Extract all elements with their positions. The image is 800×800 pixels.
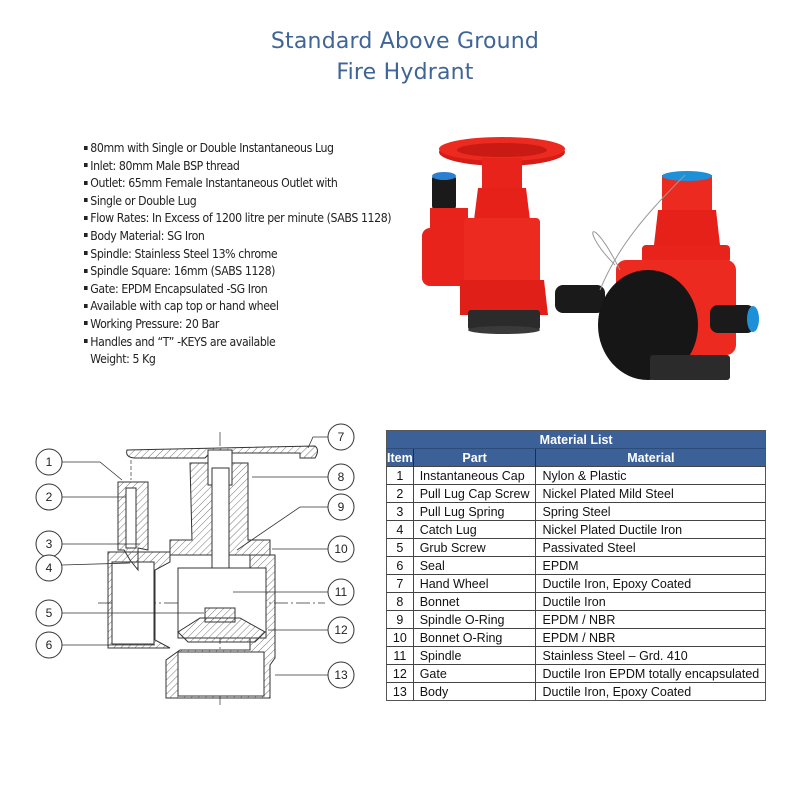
svg-text:9: 9 [337, 500, 345, 514]
table-row [387, 665, 766, 683]
callout-9 [328, 494, 354, 520]
callout-2 [36, 484, 62, 510]
cell-material: Spring Steel [536, 503, 766, 521]
cell-item: 6 [387, 557, 414, 575]
callout-10 [328, 536, 354, 562]
table-row [387, 683, 766, 701]
hydrant-photo [420, 120, 765, 390]
cell-part: Hand Wheel [413, 575, 536, 593]
cell-material: Ductile Iron [536, 593, 766, 611]
cell-item: 13 [387, 683, 414, 701]
spec-item: Working Pressure: 20 Bar [84, 316, 390, 334]
cell-item: 4 [387, 521, 414, 539]
svg-text:2: 2 [45, 490, 53, 504]
bullet-icon [84, 198, 88, 202]
table-caption: Material List [387, 431, 766, 449]
column-header-part: Part [413, 449, 536, 467]
svg-text:10: 10 [334, 542, 348, 556]
callout-13 [328, 662, 354, 688]
svg-text:1: 1 [45, 455, 53, 469]
cell-material: Stainless Steel – Grd. 410 [536, 647, 766, 665]
spec-item-weight: Weight: 5 Kg [90, 352, 156, 367]
callout-1 [36, 449, 62, 475]
callout-4 [36, 555, 62, 581]
cell-part: Spindle [413, 647, 536, 665]
cell-item: 2 [387, 485, 414, 503]
svg-text:13: 13 [334, 668, 348, 682]
material-list-table [386, 430, 766, 701]
column-header-material: Material [536, 449, 766, 467]
cell-part: Spindle O-Ring [413, 611, 536, 629]
svg-text:11: 11 [334, 585, 348, 599]
table-row [387, 503, 766, 521]
cell-part: Bonnet [413, 593, 536, 611]
bullet-icon [84, 339, 88, 343]
cell-material: Nickel Plated Ductile Iron [536, 521, 766, 539]
cell-part: Bonnet O-Ring [413, 629, 536, 647]
cell-part: Instantaneous Cap [413, 467, 536, 485]
cell-part: Pull Lug Cap Screw [413, 485, 536, 503]
spec-item: Gate: EPDM Encapsulated -SG Iron [84, 281, 390, 299]
cell-part: Body [413, 683, 536, 701]
cell-material: EPDM / NBR [536, 629, 766, 647]
spec-item: Flow Rates: In Excess of 1200 litre per minute (SABS 1128) [84, 210, 390, 228]
cell-item: 5 [387, 539, 414, 557]
bullet-icon [84, 286, 88, 290]
cell-material: EPDM [536, 557, 766, 575]
spec-item: Inlet: 80mm Male BSP thread [84, 158, 390, 176]
cell-material: EPDM / NBR [536, 611, 766, 629]
cell-part: Grub Screw [413, 539, 536, 557]
table-row [387, 629, 766, 647]
cell-item: 12 [387, 665, 414, 683]
cell-item: 1 [387, 467, 414, 485]
cell-material: Ductile Iron, Epoxy Coated [536, 683, 766, 701]
cell-material: Nylon & Plastic [536, 467, 766, 485]
svg-text:6: 6 [45, 638, 53, 652]
spec-item: Outlet: 65mm Female Instantaneous Outlet with [84, 175, 390, 193]
table-row [387, 485, 766, 503]
cap-top-hydrant [555, 171, 759, 380]
bullet-icon [84, 233, 88, 237]
spec-item: 80mm with Single or Double Instantaneous Lug [84, 140, 390, 158]
callout-6 [36, 632, 62, 658]
svg-text:7: 7 [337, 430, 345, 444]
callout-3 [36, 531, 62, 557]
svg-text:5: 5 [45, 606, 53, 620]
cell-item: 10 [387, 629, 414, 647]
callout-12 [328, 617, 354, 643]
spec-item: Available with cap top or hand wheel [84, 298, 390, 316]
bullet-icon [84, 181, 88, 185]
svg-text:12: 12 [334, 623, 348, 637]
spec-item: Single or Double Lug [84, 193, 390, 211]
svg-text:8: 8 [337, 470, 345, 484]
cell-material: Nickel Plated Mild Steel [536, 485, 766, 503]
cross-section-diagram [30, 420, 370, 710]
spec-list [84, 140, 424, 369]
table-row [387, 611, 766, 629]
bullet-icon [84, 216, 88, 220]
callout-7 [328, 424, 354, 450]
callout-8 [328, 464, 354, 490]
table-row [387, 593, 766, 611]
cell-item: 8 [387, 593, 414, 611]
column-header-item: Item [387, 450, 413, 465]
title-line-1: Standard Above Ground [270, 29, 540, 54]
cell-item: 9 [387, 611, 414, 629]
table-row [387, 539, 766, 557]
callout-11 [328, 579, 354, 605]
page-title [0, 26, 800, 88]
cell-part: Seal [413, 557, 536, 575]
cell-part: Gate [413, 665, 536, 683]
bullet-icon [84, 146, 88, 150]
spec-item: Body Material: SG Iron [84, 228, 390, 246]
table-row [387, 647, 766, 665]
hand-wheel-hydrant [422, 137, 565, 334]
cell-material: Ductile Iron EPDM totally encapsulated [536, 665, 766, 683]
svg-text:4: 4 [45, 561, 53, 575]
cell-item: 11 [387, 647, 414, 665]
cell-part: Catch Lug [413, 521, 536, 539]
table-row [387, 557, 766, 575]
bullet-icon [84, 304, 88, 308]
table-row [387, 521, 766, 539]
bullet-icon [84, 269, 88, 273]
cell-part: Pull Lug Spring [413, 503, 536, 521]
cell-item: 7 [387, 575, 414, 593]
table-row [387, 467, 766, 485]
cell-item: 3 [387, 503, 414, 521]
bullet-icon [84, 251, 88, 255]
spec-item: Handles and “T” -KEYS are available [84, 334, 390, 352]
spec-item: Spindle: Stainless Steel 13% chrome [84, 246, 390, 264]
cell-material: Passivated Steel [536, 539, 766, 557]
bullet-icon [84, 163, 88, 167]
callout-5 [36, 600, 62, 626]
svg-text:3: 3 [45, 537, 53, 551]
cell-material: Ductile Iron, Epoxy Coated [536, 575, 766, 593]
table-row [387, 575, 766, 593]
title-line-2: Fire Hydrant [336, 60, 474, 85]
bullet-icon [84, 321, 88, 325]
spec-item: Spindle Square: 16mm (SABS 1128) [84, 263, 390, 281]
